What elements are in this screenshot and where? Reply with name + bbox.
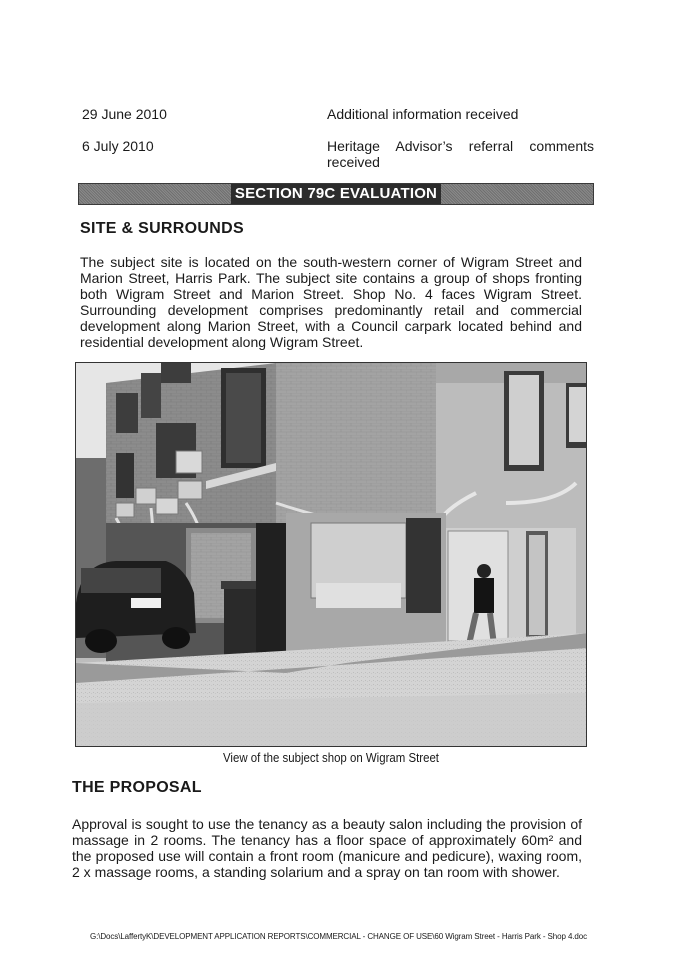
timeline-row [82, 138, 594, 172]
site-surrounds-paragraph: The subject site is located on the south-western corner of Wigram Street and Marion Street, Harris Park. The subject site contains a group of shops fronting both Wigram Street and Marion Street. Shop No. 4 faces Wigram Street. Surrounding development comprises predominantly retail and commercial development along Marion Street, with a Council carpark located behind and residential development along Wigram Street. [80, 254, 582, 350]
proposal-heading: THE PROPOSAL [72, 779, 202, 796]
section-banner-title: SECTION 79C EVALUATION [231, 184, 441, 204]
timeline-event-line: Heritage Advisor’s referral comments [327, 138, 594, 154]
site-surrounds-heading: SITE & SURROUNDS [80, 220, 244, 237]
document-path-footer: G:\Docs\LaffertyK\DEVELOPMENT APPLICATION REPORTS\COMMERCIAL - CHANGE OF USE\60 Wigram Street - Harris Park - Shop 4.doc [90, 932, 588, 941]
timeline-date: 6 July 2010 [82, 138, 154, 154]
timeline-date: 29 June 2010 [82, 106, 167, 122]
site-photo [75, 362, 587, 747]
section-banner [78, 183, 594, 205]
street-view-photo [76, 363, 587, 747]
timeline-event [327, 138, 594, 170]
photo-caption: View of the subject shop on Wigram Street [222, 750, 439, 765]
timeline-event-line: received [327, 154, 380, 170]
timeline-event: Additional information received [327, 106, 519, 122]
proposal-paragraph: Approval is sought to use the tenancy as a beauty salon including the provision of massage in 2 rooms. The tenancy has a floor space of approximately 60m² and the proposed use will contain a front room (manicure and pedicure), waxing room, 2 x massage rooms, a standing solarium and a spray on tan room with shower. [72, 816, 582, 880]
